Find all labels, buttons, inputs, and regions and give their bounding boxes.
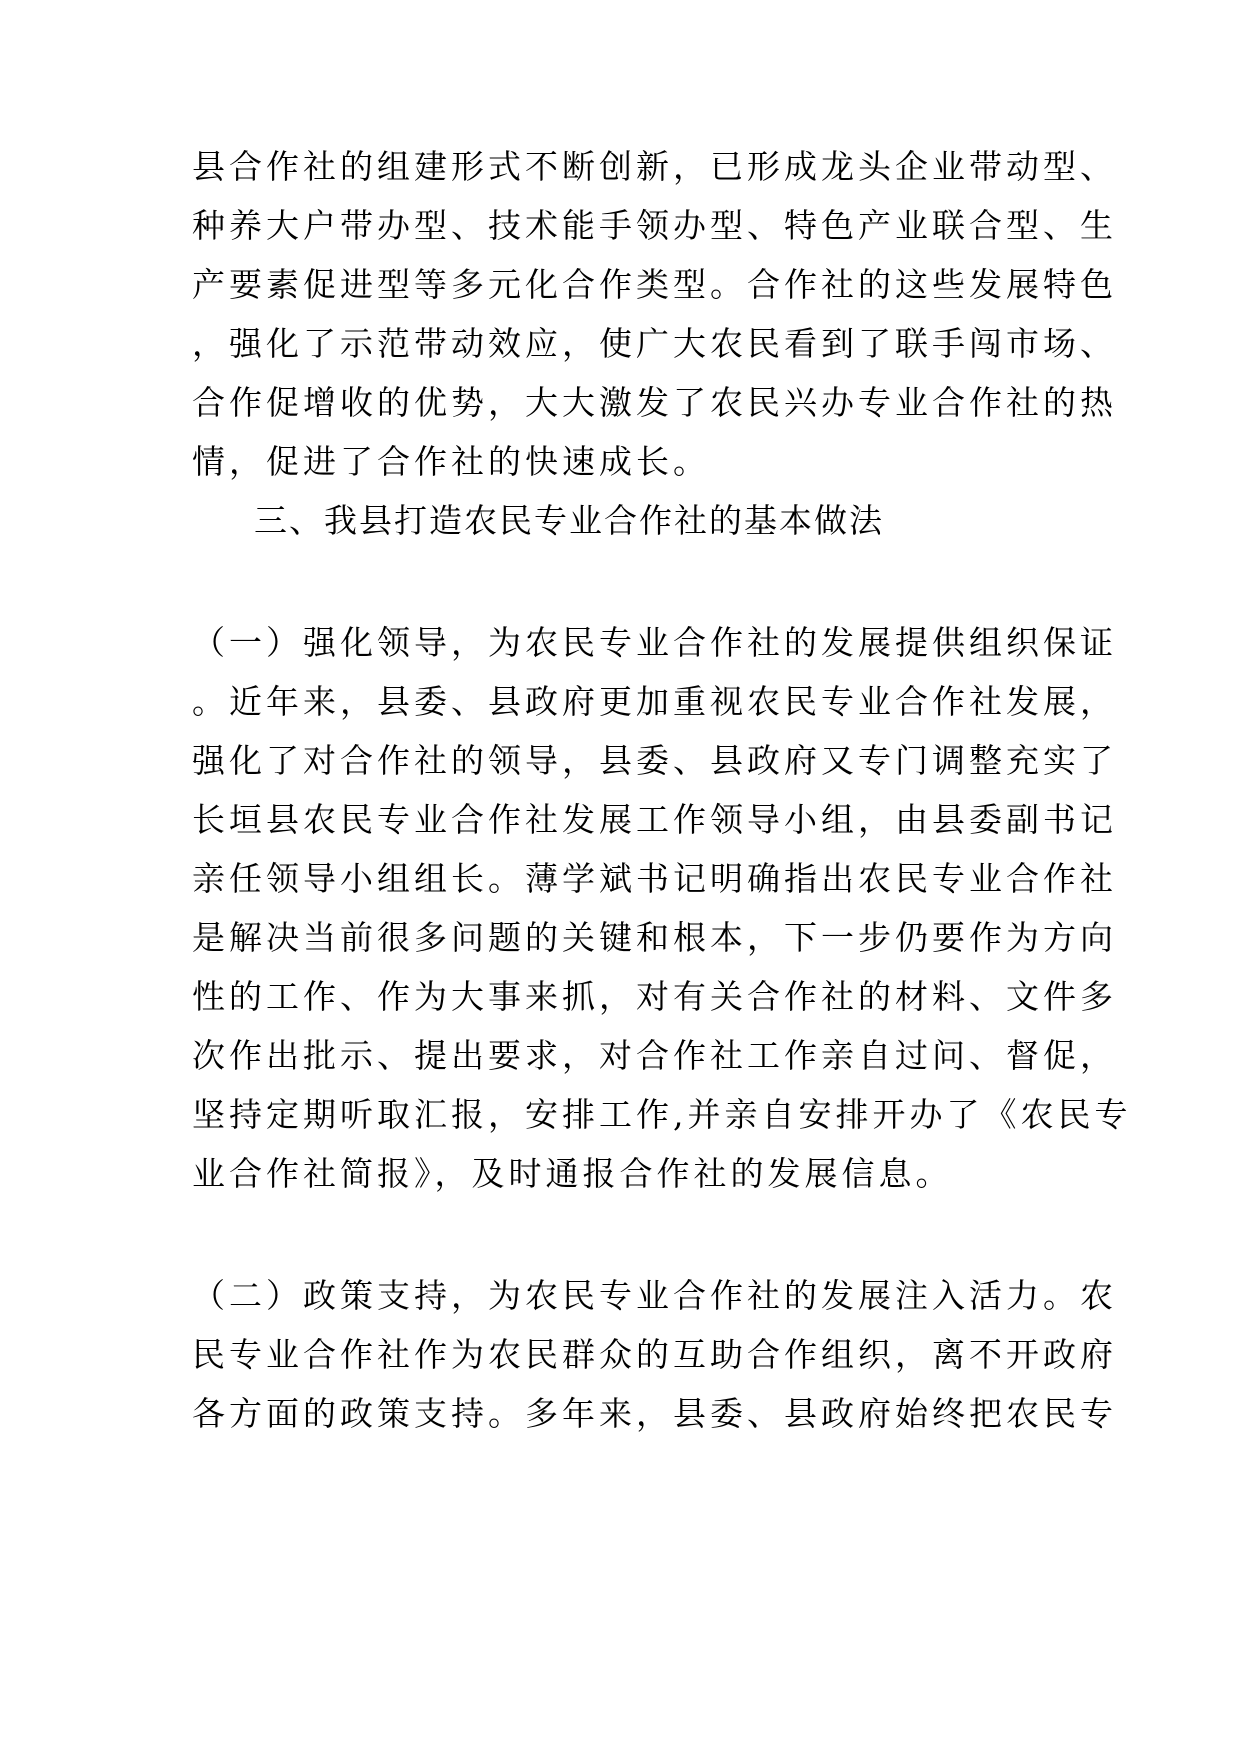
paragraph-2-line-1: （一）强化领导，为农民专业合作社的发展提供组织保证: [192, 623, 1117, 662]
paragraph-3-line-2: 民专业合作社作为农民群众的互助合作组织，离不开政府: [192, 1335, 1117, 1374]
paragraph-2-line-7: 性的工作、作为大事来抓，对有关合作社的材料、文件多: [192, 977, 1117, 1016]
paragraph-1-line-2: 种养大户带办型、技术能手领办型、特色产业联合型、生: [192, 206, 1117, 245]
paragraph-1-line-4: ，强化了示范带动效应，使广大农民看到了联手闯市场、: [192, 324, 1117, 363]
paragraph-2-line-6: 是解决当前很多问题的关键和根本，下一步仍要作为方向: [192, 918, 1117, 957]
paragraph-2-line-4: 长垣县农民专业合作社发展工作领导小组，由县委副书记: [192, 800, 1117, 839]
paragraph-2-line-2: 。近年来，县委、县政府更加重视农民专业合作社发展，: [192, 682, 1117, 721]
paragraph-3-line-1: （二）政策支持，为农民专业合作社的发展注入活力。农: [192, 1276, 1117, 1315]
paragraph-1-line-3: 产要素促进型等多元化合作类型。合作社的这些发展特色: [192, 265, 1117, 304]
paragraph-1-line-5: 合作促增收的优势，大大激发了农民兴办专业合作社的热: [192, 383, 1117, 422]
paragraph-2-line-8: 次作出批示、提出要求，对合作社工作亲自过问、督促，: [192, 1036, 1117, 1075]
paragraph-2-line-5: 亲任领导小组组长。薄学斌书记明确指出农民专业合作社: [192, 859, 1117, 898]
paragraph-2-line-10: 业合作社简报》，及时通报合作社的发展信息。: [192, 1154, 953, 1193]
paragraph-3-line-3: 各方面的政策支持。多年来，县委、县政府始终把农民专: [192, 1394, 1117, 1433]
paragraph-2-line-3: 强化了对合作社的领导，县委、县政府又专门调整充实了: [192, 741, 1117, 780]
section-heading: 三、我县打造农民专业合作社的基本做法: [254, 501, 884, 540]
paragraph-1-line-6: 情，促进了合作社的快速成长。: [192, 442, 710, 481]
paragraph-1-line-1: 县合作社的组建形式不断创新，已形成龙头企业带动型、: [192, 147, 1117, 186]
paragraph-2-line-9: 坚持定期听取汇报，安排工作,并亲自安排开办了《农民专: [192, 1095, 1132, 1134]
